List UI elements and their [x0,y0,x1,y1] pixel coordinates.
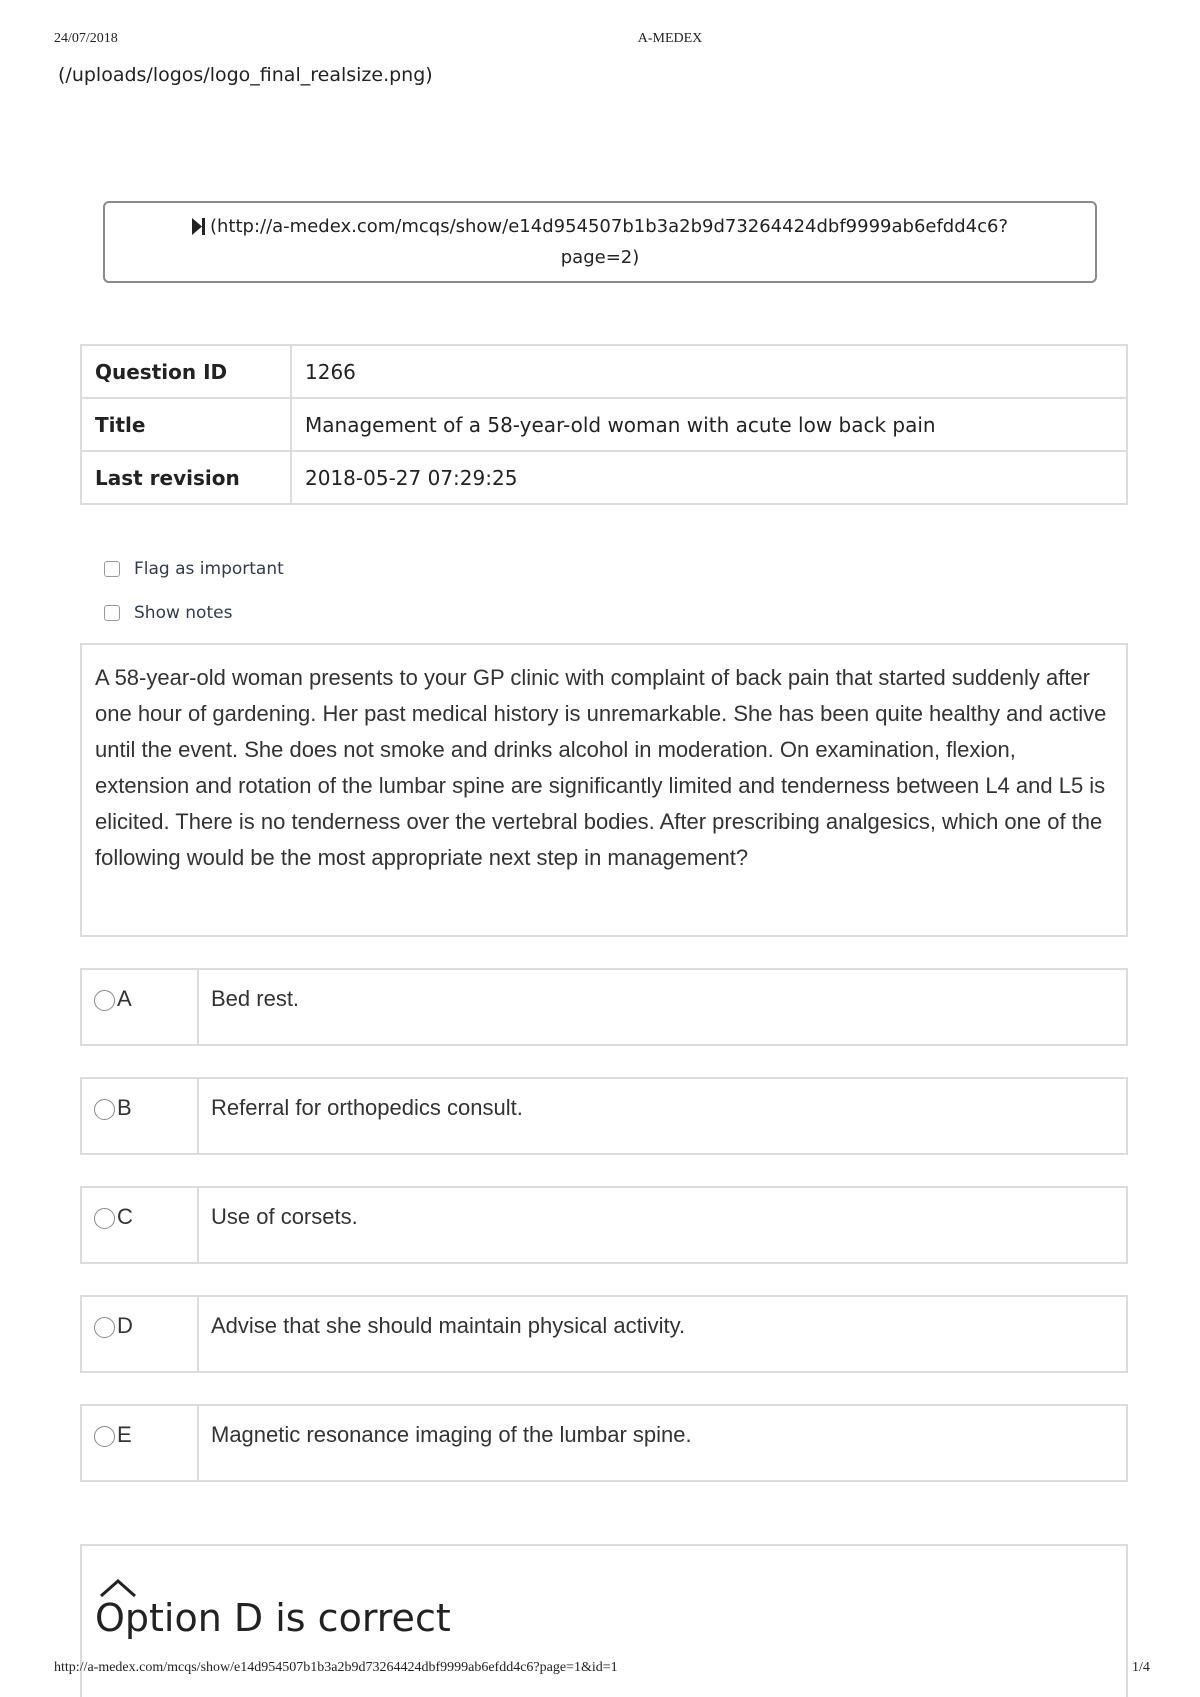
option-c[interactable] [80,1186,1128,1264]
option-e-text[interactable]: Magnetic resonance imaging of the lumbar spine. [211,1422,692,1447]
question-stem: A 58-year-old woman presents to your GP clinic with complaint of back pain that started suddenly after one hour of gardening. Her past medical history is unremarkable. She has been quite healthy and active until the event. She does not smoke and drinks alcohol in moderation. On examination, flexion, extension and rotation of the lumbar spine are significantly limited and tenderness between L4 and L5 is elicited. There is no tenderness over the vertebral bodies. After prescribing analgesics, which one of the following would be the most appropriate next step in management? [80,643,1128,937]
table-row [81,398,1127,451]
option-d-text[interactable]: Advise that she should maintain physical activity. [211,1313,686,1338]
option-d-radio[interactable] [94,1317,115,1338]
option-a[interactable] [80,968,1128,1046]
show-notes-control[interactable] [104,603,232,623]
option-b[interactable] [80,1077,1128,1155]
print-site-title: A-MEDEX [637,31,703,46]
option-e-radio[interactable] [94,1426,115,1447]
option-a-radio[interactable] [94,990,115,1011]
logo-link[interactable]: (/uploads/logos/logo_final_realsize.png) [58,64,433,86]
show-notes-label[interactable]: Show notes [134,603,233,623]
option-c-radio[interactable] [94,1208,115,1229]
last-revision-label: Last revision [81,451,291,504]
question-id-value: 1266 [291,345,1127,398]
option-c-text[interactable]: Use of corsets. [211,1204,358,1229]
option-b-text[interactable]: Referral for orthopedics consult. [211,1095,523,1120]
print-page-number: 1/4 [1132,1660,1150,1675]
flag-important-control[interactable] [104,559,284,579]
option-d-letter[interactable]: D [117,1313,133,1338]
answer-title: Option D is correct [95,1596,451,1640]
next-step-icon[interactable] [192,216,206,244]
option-e[interactable] [80,1404,1128,1482]
option-e-letter[interactable]: E [117,1422,132,1447]
option-a-text[interactable]: Bed rest. [211,986,300,1011]
print-date: 24/07/2018 [54,31,118,46]
print-footer-url: http://a-medex.com/mcqs/show/e14d954507b1b3a2b9d73264424dbf9999ab6efdd4c6?page=1&id=1 [54,1660,618,1675]
question-meta-table [80,344,1128,505]
table-row [81,345,1127,398]
flag-important-label[interactable]: Flag as important [134,559,284,579]
option-c-letter[interactable]: C [117,1204,133,1229]
option-b-letter[interactable]: B [117,1095,132,1120]
last-revision-value: 2018-05-27 07:29:25 [291,451,1127,504]
question-id-label: Question ID [81,345,291,398]
option-b-radio[interactable] [94,1099,115,1120]
title-value: Management of a 58-year-old woman with acute low back pain [291,398,1127,451]
flag-important-checkbox[interactable] [104,561,120,577]
title-label: Title [81,398,291,451]
next-page-link[interactable]: (http://a-medex.com/mcqs/show/e14d954507b1b3a2b9d73264424dbf9999ab6efdd4c6?page=2) [209,215,1009,268]
show-notes-checkbox[interactable] [104,605,120,621]
option-a-letter[interactable]: A [117,986,132,1011]
option-d[interactable] [80,1295,1128,1373]
table-row [81,451,1127,504]
next-page-link-box[interactable] [103,201,1097,283]
